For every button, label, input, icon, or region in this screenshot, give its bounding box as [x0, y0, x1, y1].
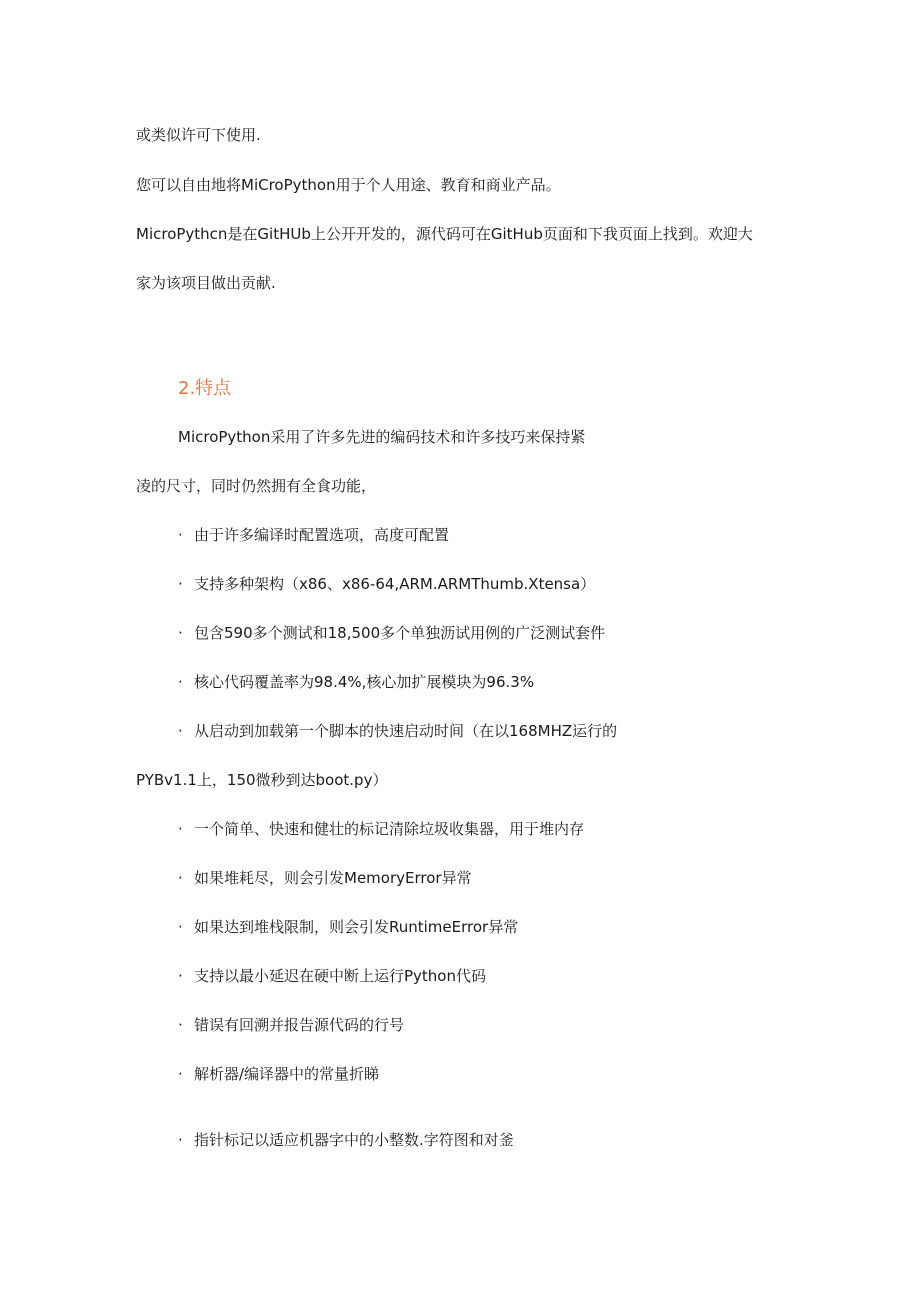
list-item-text: 指针标记以适应机器字中的小整数.字符图和对釜	[194, 1131, 514, 1149]
list-item	[178, 819, 584, 839]
section-para-line-1: MicroPython采用了许多先进的编码技术和许多技巧来保持紧	[178, 428, 586, 446]
intro-line-4: 家为该项目做出贡献.	[136, 274, 276, 292]
bullet-dot: ·	[178, 624, 183, 642]
list-item	[178, 574, 595, 594]
list-item	[178, 1064, 379, 1084]
intro-line-3: MicroPythcn是在GitHUb上公开开发的，源代码可在GitHub页面和下我页面上找到。欢迎大	[136, 225, 753, 243]
list-item	[178, 721, 617, 741]
list-item-text: 包含590多个测试和18,500多个单独沥试用例的广泛测试套件	[194, 624, 606, 642]
bullet-dot: ·	[178, 869, 183, 887]
bullet-dot: ·	[178, 575, 183, 593]
list-item-text: 如果堆耗尽，则会引发MemoryError异常	[194, 869, 472, 887]
list-item-text: 解析器/编译器中的常量折睇	[194, 1065, 380, 1083]
list-item-text: 从启动到加载第一个脚本的快速启动时间（在以168MHZ运行的	[194, 722, 618, 740]
bullet-dot: ·	[178, 1016, 183, 1034]
bullet-dot: ·	[178, 673, 183, 691]
list-item	[178, 1015, 404, 1035]
list-item-text: 支持多种架构（x86、x86-64,ARM.ARMThumb.Xtensa）	[194, 575, 596, 593]
section-para-line-2: 凌的尺寸，同时仍然拥有全食功能，	[136, 477, 377, 495]
bullet-dot: ·	[178, 1131, 183, 1149]
intro-line-1: 或类似许可下使用.	[136, 126, 261, 144]
list-item-text: 支持以最小延迟在硬中断上运行Python代码	[194, 967, 486, 985]
list-item	[178, 623, 605, 643]
list-item-continuation: PYBv1.1上，150微秒到达boot.py）	[136, 771, 388, 789]
list-item-text: 错误有回溯并报告源代码的行号	[194, 1016, 405, 1034]
list-item	[178, 868, 472, 888]
bullet-dot: ·	[178, 1065, 183, 1083]
bullet-dot: ·	[178, 526, 183, 544]
list-item	[178, 1130, 514, 1150]
bullet-dot: ·	[178, 820, 183, 838]
list-item	[178, 966, 486, 986]
list-item-text: 如果达到堆栈限制，则会引发RuntimeError异常	[194, 918, 519, 936]
section-heading: 2.特点	[178, 378, 232, 399]
bullet-dot: ·	[178, 967, 183, 985]
list-item	[178, 525, 449, 545]
list-item-text: 核心代码覆盖率为98.4%,核心加扩展模块为96.3%	[194, 673, 535, 691]
bullet-dot: ·	[178, 722, 183, 740]
list-item-text: 由于许多编译时配置选项，高度可配置	[194, 526, 450, 544]
list-item-text: 一个简单、快速和健壮的标记清除垃圾收集器，用于堆内存	[194, 820, 585, 838]
intro-line-2: 您可以自由地将MiCroPython用于个人用途、教育和商业产品。	[136, 176, 561, 194]
bullet-dot: ·	[178, 918, 183, 936]
list-item	[178, 672, 534, 692]
list-item	[178, 917, 518, 937]
